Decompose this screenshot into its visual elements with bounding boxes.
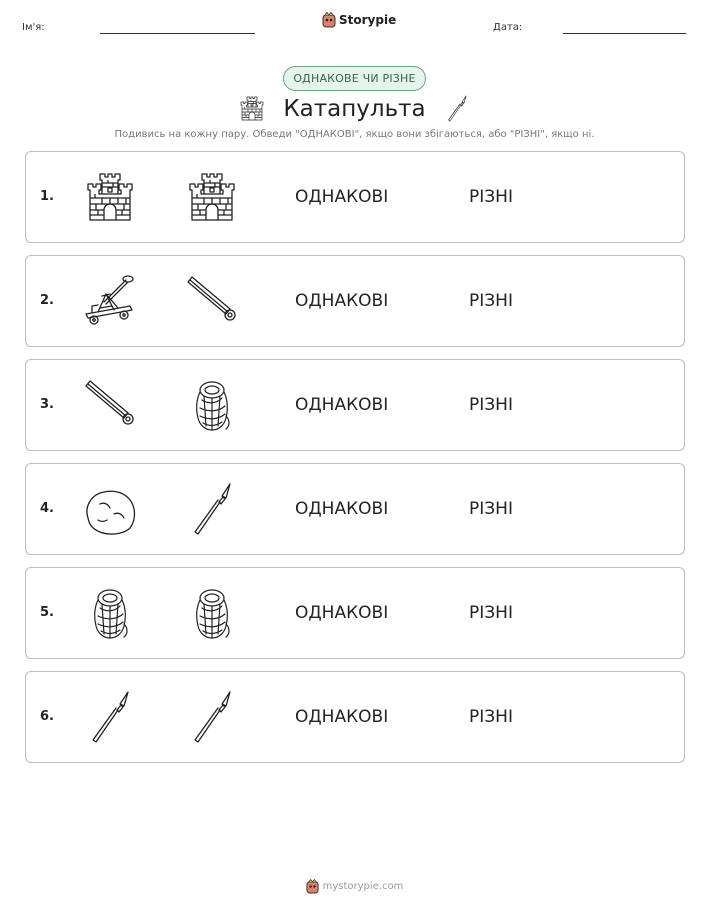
spear-icon bbox=[442, 94, 472, 124]
pair-row bbox=[25, 359, 685, 451]
spear-icon bbox=[182, 688, 242, 748]
spear-icon bbox=[80, 688, 140, 748]
same-option[interactable]: ОДНАКОВІ bbox=[295, 707, 389, 727]
different-option[interactable]: РІЗНІ bbox=[469, 291, 513, 311]
castle-icon bbox=[237, 94, 267, 124]
plank-icon bbox=[80, 376, 140, 436]
pair-row bbox=[25, 463, 685, 555]
storypie-mascot-icon bbox=[306, 879, 319, 894]
footer-url: mystorypie.com bbox=[322, 881, 404, 892]
castle-icon bbox=[182, 168, 242, 228]
brand-logo bbox=[322, 12, 396, 28]
different-option[interactable]: РІЗНІ bbox=[469, 707, 513, 727]
different-option[interactable]: РІЗНІ bbox=[469, 499, 513, 519]
row-number: 2. bbox=[40, 293, 54, 308]
pair-row bbox=[25, 567, 685, 659]
brand-name: Storypie bbox=[339, 13, 397, 27]
same-option[interactable]: ОДНАКОВІ bbox=[295, 499, 389, 519]
footer bbox=[0, 879, 709, 894]
instructions: Подивись на кожну пару. Обведи "ОДНАКОВІ", якщо вони збігаються, або "РІЗНІ", якщо ні. bbox=[114, 129, 595, 140]
rope-coil-icon bbox=[182, 376, 242, 436]
date-line bbox=[563, 33, 686, 34]
spear-icon bbox=[182, 480, 242, 540]
date-label: Дата: bbox=[493, 22, 523, 33]
different-option[interactable]: РІЗНІ bbox=[469, 187, 513, 207]
boulder-icon bbox=[80, 480, 140, 540]
rope-coil-icon bbox=[80, 584, 140, 644]
same-option[interactable]: ОДНАКОВІ bbox=[295, 395, 389, 415]
same-option[interactable]: ОДНАКОВІ bbox=[295, 603, 389, 623]
page-title: Катапульта bbox=[283, 96, 426, 122]
pair-row bbox=[25, 255, 685, 347]
row-number: 6. bbox=[40, 709, 54, 724]
different-option[interactable]: РІЗНІ bbox=[469, 603, 513, 623]
row-number: 5. bbox=[40, 605, 54, 620]
pair-row bbox=[25, 151, 685, 243]
same-option[interactable]: ОДНАКОВІ bbox=[295, 291, 389, 311]
row-number: 4. bbox=[40, 501, 54, 516]
worksheet-type-badge: ОДНАКОВЕ ЧИ РІЗНЕ bbox=[283, 66, 426, 91]
row-number: 3. bbox=[40, 397, 54, 412]
storypie-mascot-icon bbox=[322, 12, 336, 28]
plank-icon bbox=[182, 272, 242, 332]
row-number: 1. bbox=[40, 189, 54, 204]
name-label: Ім'я: bbox=[22, 22, 45, 33]
rope-coil-icon bbox=[182, 584, 242, 644]
same-option[interactable]: ОДНАКОВІ bbox=[295, 187, 389, 207]
castle-icon bbox=[80, 168, 140, 228]
title-row bbox=[0, 92, 709, 126]
name-line bbox=[100, 33, 255, 34]
catapult-icon bbox=[80, 272, 140, 332]
pair-row bbox=[25, 671, 685, 763]
different-option[interactable]: РІЗНІ bbox=[469, 395, 513, 415]
worksheet-header bbox=[0, 0, 709, 50]
